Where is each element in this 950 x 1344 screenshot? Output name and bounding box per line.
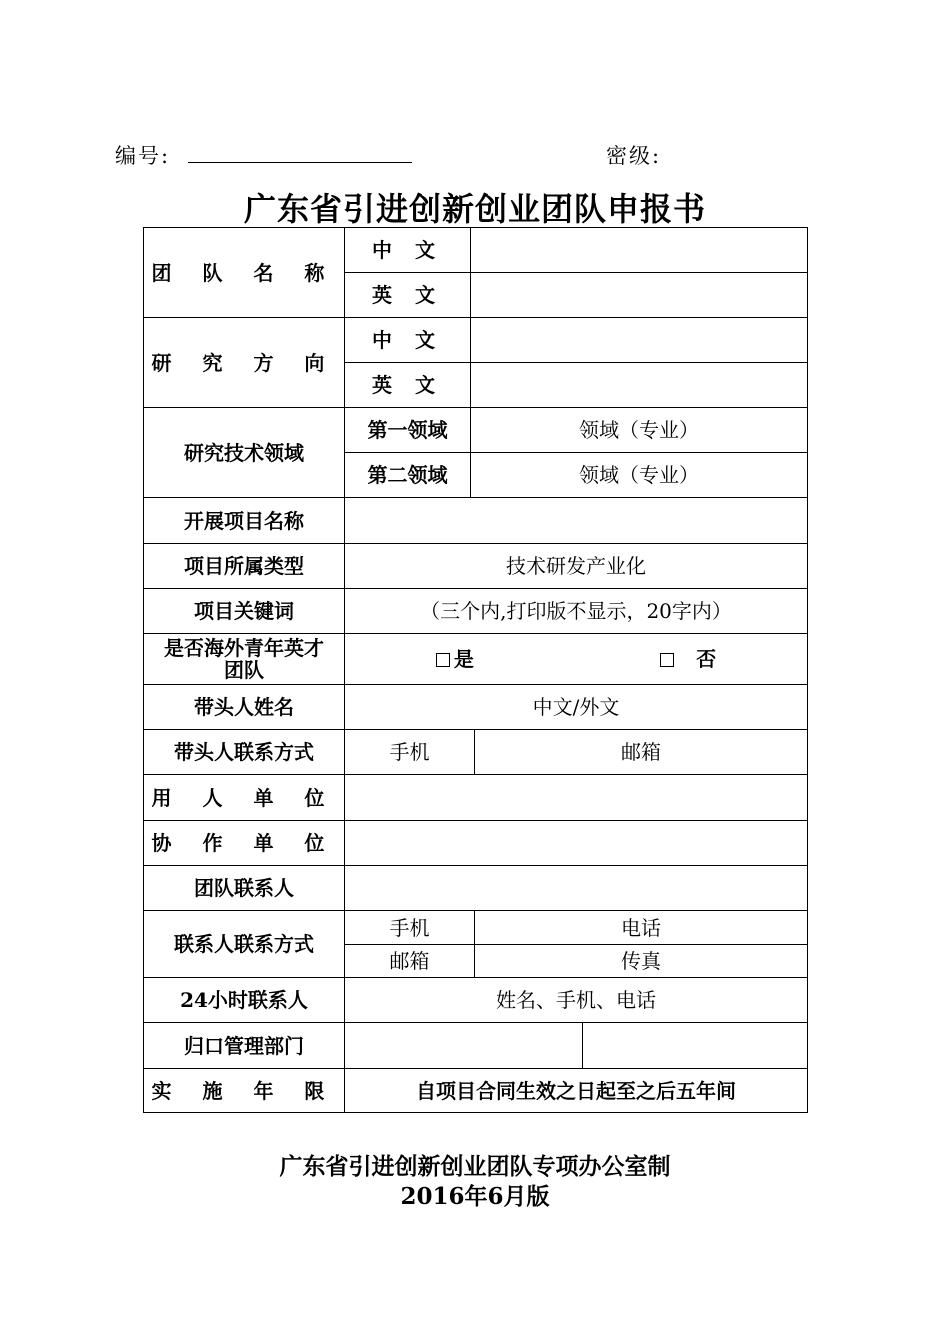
contact-method-label: 联系人联系方式 <box>144 911 345 978</box>
table-row <box>144 821 808 866</box>
team-name-en-field[interactable] <box>471 273 808 318</box>
footer-issuer: 广东省引进创新创业团队专项办公室制 <box>279 1153 671 1180</box>
contact-24h-value[interactable]: 姓名、手机、电话 <box>345 978 808 1023</box>
table-row <box>144 544 808 589</box>
team-name-zh-field[interactable] <box>471 228 808 273</box>
yes-label: 是 <box>453 647 474 671</box>
application-form-table <box>143 227 808 1113</box>
second-field-value[interactable]: 领域（专业） <box>471 453 808 498</box>
partner-label: 协 作 单 位 <box>144 821 345 866</box>
no-checkbox-icon[interactable] <box>660 653 674 667</box>
keywords-label: 项目关键词 <box>144 589 345 634</box>
leader-email-field[interactable]: 邮箱 <box>475 730 808 775</box>
table-row <box>144 978 808 1023</box>
leader-name-label: 带头人姓名 <box>144 685 345 730</box>
overseas-label-line2: 团队 <box>224 658 264 682</box>
research-direction-zh-label: 中 文 <box>345 318 471 363</box>
dept-label: 归口管理部门 <box>144 1023 345 1069</box>
overseas-label-line1: 是否海外青年英才 <box>164 636 324 660</box>
table-row <box>144 730 808 775</box>
second-field-label: 第二领域 <box>345 453 471 498</box>
employer-field[interactable] <box>345 775 808 821</box>
first-field-value[interactable]: 领域（专业） <box>471 408 808 453</box>
research-direction-zh-field[interactable] <box>471 318 808 363</box>
project-name-label: 开展项目名称 <box>144 498 345 544</box>
table-row <box>144 228 808 273</box>
first-field-label: 第一领域 <box>345 408 471 453</box>
table-row <box>144 634 808 685</box>
research-direction-en-field[interactable] <box>471 363 808 408</box>
table-row <box>144 1069 808 1113</box>
no-label: 否 <box>696 647 717 671</box>
team-name-label: 团 队 名 称 <box>144 228 345 318</box>
dept-field-right[interactable] <box>583 1023 808 1069</box>
table-row <box>144 911 808 945</box>
employer-label: 用 人 单 位 <box>144 775 345 821</box>
team-contact-field[interactable] <box>345 866 808 911</box>
table-row <box>144 589 808 634</box>
team-contact-label: 团队联系人 <box>144 866 345 911</box>
page-title: 广东省引进创新创业团队申报书 <box>243 190 706 228</box>
team-name-zh-label: 中 文 <box>345 228 471 273</box>
term-label: 实 施 年 限 <box>144 1069 345 1113</box>
overseas-no-option[interactable] <box>660 648 716 670</box>
team-name-en-label: 英 文 <box>345 273 471 318</box>
security-level-label: 密级: <box>606 144 662 168</box>
number-input-line[interactable] <box>188 162 412 163</box>
table-row <box>144 408 808 453</box>
leader-phone-field[interactable]: 手机 <box>345 730 475 775</box>
contact-24h-label: 24小时联系人 <box>144 978 345 1023</box>
dept-field-left[interactable] <box>345 1023 583 1069</box>
contact-fax-field[interactable]: 传真 <box>475 945 808 978</box>
project-type-label: 项目所属类型 <box>144 544 345 589</box>
project-type-value[interactable]: 技术研发产业化 <box>345 544 808 589</box>
overseas-label <box>144 634 345 685</box>
table-row <box>144 498 808 544</box>
table-row <box>144 318 808 363</box>
leader-name-value[interactable]: 中文/外文 <box>345 685 808 730</box>
table-row <box>144 775 808 821</box>
contact-tel-field[interactable]: 电话 <box>475 911 808 945</box>
overseas-yes-option[interactable] <box>436 648 474 670</box>
project-name-field[interactable] <box>345 498 808 544</box>
research-direction-label: 研 究 方 向 <box>144 318 345 408</box>
research-direction-en-label: 英 文 <box>345 363 471 408</box>
contact-phone-field[interactable]: 手机 <box>345 911 475 945</box>
contact-email-field[interactable]: 邮箱 <box>345 945 475 978</box>
number-label: 编号: <box>115 144 171 168</box>
footer-version: 2016年6月版 <box>400 1183 550 1210</box>
table-row <box>144 1023 808 1069</box>
table-row <box>144 685 808 730</box>
tech-field-label: 研究技术领域 <box>144 408 345 498</box>
keywords-value[interactable]: （三个内,打印版不显示，20字内） <box>345 589 808 634</box>
partner-field[interactable] <box>345 821 808 866</box>
term-value: 自项目合同生效之日起至之后五年间 <box>345 1069 808 1113</box>
leader-contact-label: 带头人联系方式 <box>144 730 345 775</box>
yes-checkbox-icon[interactable] <box>436 653 450 667</box>
overseas-options <box>345 634 808 685</box>
table-row <box>144 866 808 911</box>
